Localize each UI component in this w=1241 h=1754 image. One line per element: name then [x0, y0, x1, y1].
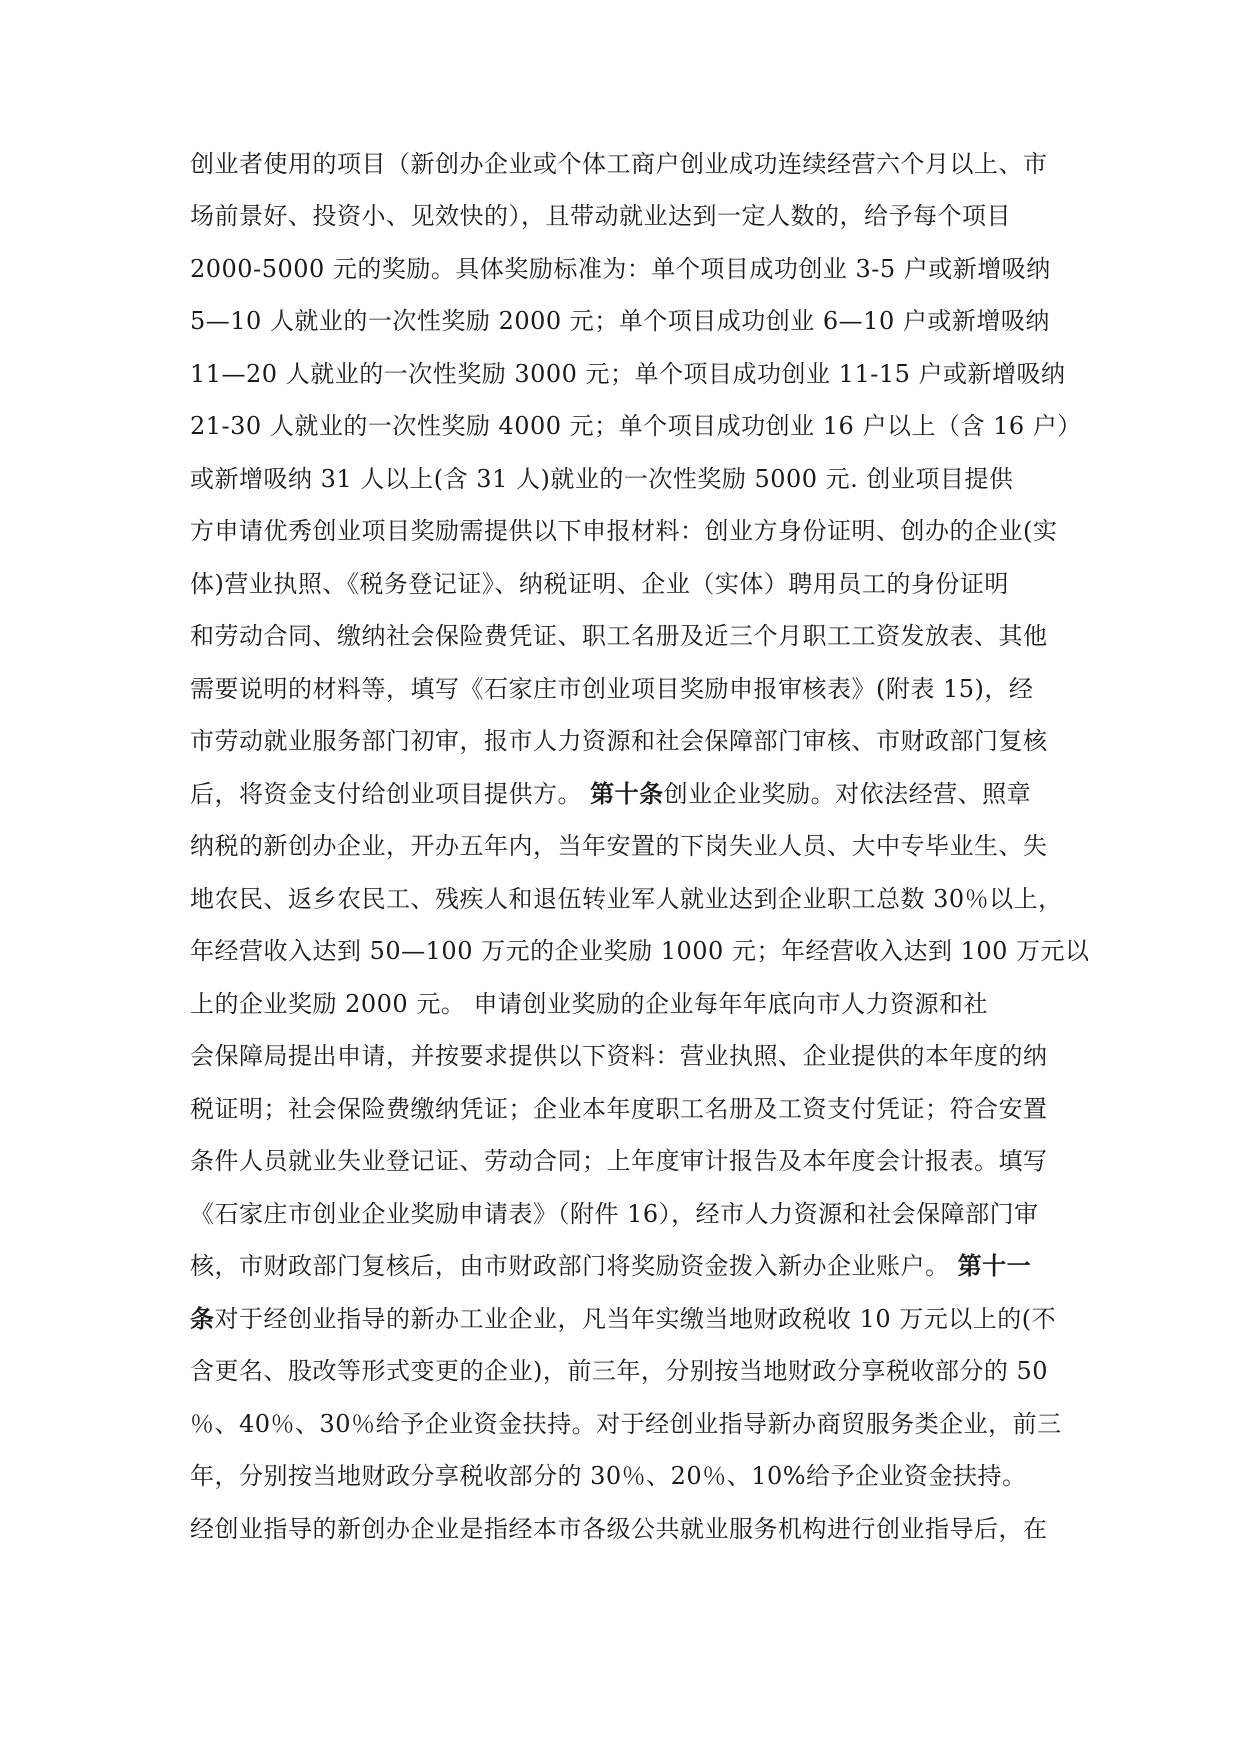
- text-line: 场前景好、投资小、见效快的），且带动就业达到一定人数的，给予每个项目: [190, 202, 1011, 230]
- text-line: 创业者使用的项目（新创办企业或个体工商户创业成功连续经营六个月以上、市: [190, 150, 1048, 178]
- text-line: 年，分别按当地财政分享税收部分的 30％、20％、10%给予企业资金扶持。: [190, 1462, 1027, 1490]
- text-line: 《石家庄市创业企业奖励申请表》（附件 16），经市人力资源和社会保障部门审: [190, 1200, 1039, 1228]
- text-line: 需要说明的材料等，填写《石家庄市创业项目奖励申报审核表》(附表 15)，经: [190, 675, 1034, 703]
- text-line: 和劳动合同、缴纳社会保险费凭证、职工名册及近三个月职工工资发放表、其他: [190, 622, 1048, 650]
- text-line: 或新增吸纳 31 人以上(含 31 人)就业的一次性奖励 5000 元. 创业项目提供: [190, 465, 1014, 493]
- text-line: 上的企业奖励 2000 元。 申请创业奖励的企业每年年底向市人力资源和社: [190, 990, 988, 1018]
- text-line: 方申请优秀创业项目奖励需提供以下申报材料：创业方身份证明、创办的企业(实: [190, 517, 1058, 545]
- article-heading: 条: [190, 1304, 215, 1333]
- text-line: 体)营业执照、《税务登记证》、纳税证明、企业（实体）聘用员工的身份证明: [190, 570, 1009, 598]
- text-line: 纳税的新创办企业，开办五年内，当年安置的下岗失业人员、大中专毕业生、失: [190, 832, 1048, 860]
- article-heading: 第十条: [590, 779, 664, 808]
- text-line: 5—10 人就业的一次性奖励 2000 元；单个项目成功创业 6—10 户或新增吸纳: [190, 307, 1050, 335]
- text-run: 对于经创业指导的新办工业企业，凡当年实缴当地财政税收 10 万元以上的(不: [214, 1305, 1057, 1333]
- text-run: 后，将资金支付给创业项目提供方。: [190, 780, 591, 808]
- text-line: 11—20 人就业的一次性奖励 3000 元；单个项目成功创业 11-15 户或新增吸纳: [190, 360, 1066, 388]
- text-line: 21-30 人就业的一次性奖励 4000 元；单个项目成功创业 16 户以上（含 16 户）: [190, 412, 1082, 440]
- text-line: [190, 778, 1060, 810]
- text-line: 2000-5000 元的奖励。具体奖励标准为：单个项目成功创业 3-5 户或新增吸纳: [190, 255, 1051, 283]
- text-line: 税证明；社会保险费缴纳凭证；企业本年度职工名册及工资支付凭证；符合安置: [190, 1095, 1048, 1123]
- text-line: [190, 1303, 1060, 1335]
- article-heading: 第十一: [957, 1251, 1032, 1280]
- text-line: 会保障局提出申请，并按要求提供以下资料：营业执照、企业提供的本年度的纳: [190, 1042, 1048, 1070]
- text-line: 经创业指导的新创办企业是指经本市各级公共就业服务机构进行创业指导后，在: [190, 1515, 1048, 1543]
- text-run: 核，市财政部门复核后，由市财政部门将奖励资金拨入新办企业账户。: [190, 1252, 958, 1280]
- text-line: 地农民、返乡农民工、残疾人和退伍转业军人就业达到企业职工总数 30％以上，: [190, 885, 1063, 913]
- text-line: 市劳动就业服务部门初审，报市人力资源和社会保障部门审核、市财政部门复核: [190, 727, 1048, 755]
- text-line: 含更名、股改等形式变更的企业)，前三年，分别按当地财政分享税收部分的 50: [190, 1357, 1049, 1385]
- text-line: 年经营收入达到 50—100 万元的企业奖励 1000 元；年经营收入达到 100 万元以: [190, 937, 1090, 965]
- text-line: ％、40％、30％给予企业资金扶持。对于经创业指导新办商贸服务类企业，前三: [190, 1410, 1062, 1438]
- text-run: 创业企业奖励。对依法经营、照章: [663, 780, 1032, 808]
- text-line: [190, 1250, 1060, 1282]
- text-line: 条件人员就业失业登记证、劳动合同；上年度审计报告及本年度会计报表。填写: [190, 1147, 1048, 1175]
